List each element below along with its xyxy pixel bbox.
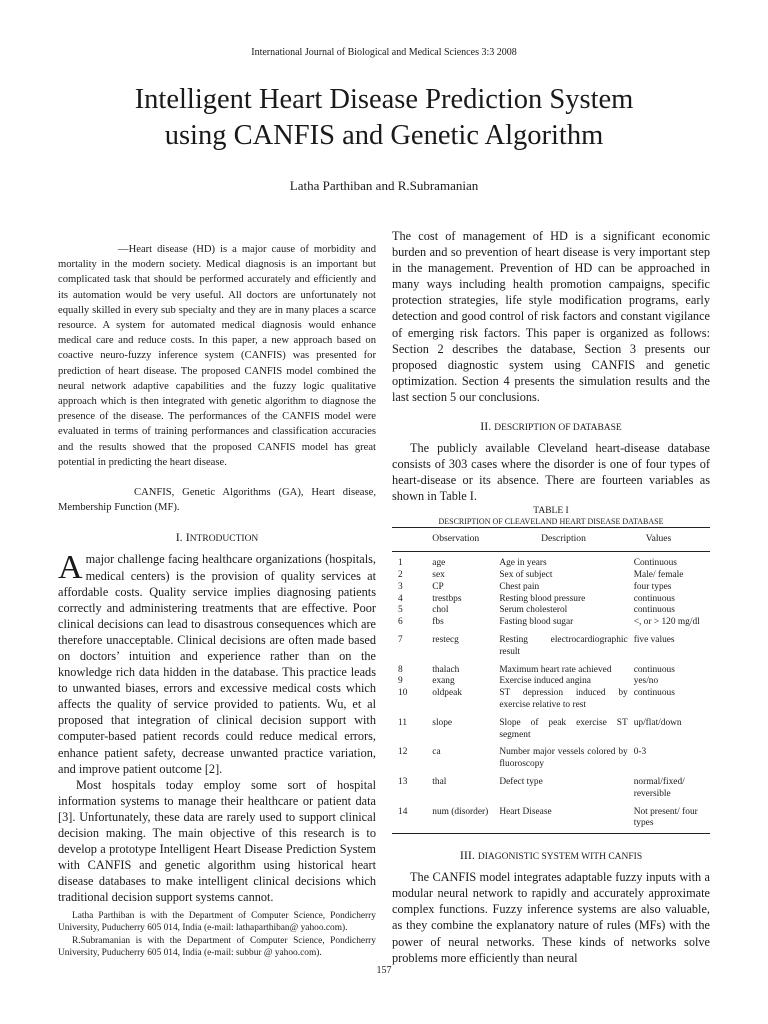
table-row: 4 trestbps Resting blood pressure continuous (398, 593, 675, 604)
table-row: 10 oldpeak ST depression induced by exercise relative to rest continuous (398, 688, 675, 710)
abstract (58, 242, 376, 470)
data-table (392, 527, 710, 834)
table-subcaption: DESCRIPTION OF CLEAVELAND HEART DISEASE DATABASE (438, 517, 664, 527)
section-3-heading (392, 848, 710, 863)
section-3-title: DIAGONISTIC SYSTEM WITH CANFIS (477, 852, 643, 863)
right-column (392, 228, 710, 966)
keywords-text: CANFIS, Genetic Algorithms (GA), Heart disease, Membership Function (MF). (58, 487, 376, 514)
authors: Latha Parthiban and R.Subramanian (289, 178, 479, 193)
table-row: 2 sex Sex of subject Male/ female (398, 570, 684, 580)
table-row: 14 num (disorder) Heart Disease Not present/ four types (392, 801, 710, 834)
page-number: 157 (376, 965, 392, 976)
footnote (58, 910, 376, 959)
section-3-numeral: III. (459, 848, 475, 863)
title-line-2: using CANFIS and Genetic Algorithm (164, 120, 604, 151)
table-row: 13 thal Defect type normal/fixed/ reversible (398, 776, 685, 799)
section-2-numeral: II. (480, 419, 492, 434)
section-2-heading (392, 419, 710, 434)
table-header-observation: Observation (432, 528, 499, 552)
keywords (58, 485, 376, 515)
table-row: 1 age Age in years Continuous (398, 558, 677, 569)
section-2-title: DESCRIPTION OF DATABASE (494, 423, 622, 434)
table-header-description: Description (499, 528, 633, 552)
table-header-values: Values (634, 528, 710, 552)
table-row: 6 fbs Fasting blood sugar <, or > 120 mg/dl (398, 617, 700, 628)
journal-header: International Journal of Biological and Medical Sciences 3:3 2008 (251, 47, 517, 58)
left-column (58, 228, 376, 906)
footnote-author-2: R.Subramanian is with the Department of Computer Science, Pondicherry University, Puducherry 605 014, India (e-mail: subbur @ yahoo.com). (58, 935, 376, 958)
footnote-author-1: Latha Parthiban is with the Department of Computer Science, Pondicherry University, Puducherry 605 014, India (e-mail: lathaparthiban@ yahoo.com). (58, 911, 376, 934)
section-1-heading (58, 530, 376, 545)
paper-title (0, 82, 768, 154)
title-line-1: Intelligent Heart Disease Prediction System (134, 84, 634, 115)
table-row: 3 CP Chest pain four types (398, 581, 672, 592)
table-caption: TABLE I (533, 506, 569, 517)
intro-paragraph-1-text: major challenge facing healthcare organizations (hospitals, medical centers) is the provision of quality services at affordable costs. Quality service implies diagnosing patients correctly and administering treatments that are effective. Poor clinical decisions can lead to disastrous consequences which are therefore unacceptable. Clinical decisions are often made based on doctors’ intuition and experience rather than on the knowledge rich data hidden in the database. This practice leads to unwanted biases, errors and excessive medical costs which affects the quality of service provided to patients. Wu, et al proposed that integration of clinical decision support with computer-based patient records could reduce medical errors, enhance patient safety, decrease unwanted practice variation, and improve patient outcome [2]. (58, 552, 376, 776)
table-row: 7 restecg Resting electrocardiographic result five values (398, 634, 675, 657)
table-row: 5 chol Serum cholesterol continuous (398, 605, 675, 616)
section-1-numeral: I. (175, 530, 183, 545)
section-1-first-letter: I (185, 530, 190, 545)
table-row: 8 thalach Maximum heart rate achieved continuous (398, 664, 675, 675)
intro-paragraph-1 (58, 551, 376, 776)
section-2-paragraph: The publicly available Cleveland heart-disease database consists of 303 cases where the disorder is one of four types of heart-disease or its absence. There are fourteen variables as shown in Table I. (392, 441, 710, 504)
table-row: 12 ca Number major vessels colored by fluoroscopy 0-3 (398, 747, 647, 770)
intro-continued-paragraph: The cost of management of HD is a significant economic burden and so prevention of heart disease is very important step in the management. Prevention of HD can be approached in many ways including health promotion campaigns, specific protection strategies, life style modification programs, early detection and good control of risk factors and constant vigilance of emerging risk factors. This paper is organized as follows: Section 2 describes the database, Section 3 presents our proposed diagnostic system using CANFIS and genetic optimization. Section 4 presents the simulation results and the last section 5 our conclusions. (392, 229, 710, 404)
section-1-rest: NTRODUCTION (189, 534, 259, 545)
intro-paragraph-2: Most hospitals today employ some sort of hospital information systems to manage their healthcare or patient data [3]. Unfortunately, these data are rarely used to support clinical decision making. The main objective of this research is to develop a prototype Intelligent Heart Disease Prediction System with CANFIS and genetic algorithm using historical heart disease databases to make intelligent clinical decisions which traditional decision support systems cannot. (58, 777, 376, 905)
abstract-text: —Heart disease (HD) is a major cause of morbidity and mortality in the modern society. Medical diagnosis is an important but complicated task that should be performed accurately and efficiently and its automation would be very useful. All doctors are unfortunately not equally skilled in every sub specialty and they are in many places a scarce resource. A system for automated medical diagnosis would enhance medical care and reduce costs. In this paper, a new approach based on coactive neuro-fuzzy inference system (CANFIS) was presented for prediction of heart disease. The proposed CANFIS model combined the neural network adaptive capabilities and the fuzzy logic qualitative approach which is then integrated with genetic algorithm to diagnose the presence of the disease. The performances of the CANFIS model were evaluated in terms of training performances and classification accuracies and the results showed that the proposed CANFIS model has great potential in predicting the heart disease. (58, 244, 376, 468)
section-3-paragraph: The CANFIS model integrates adaptable fuzzy inputs with a modular neural network to rapidly and accurately approximate complex functions. Fuzzy inference systems are also valuable, as they combine the explanatory nature of rules (MFs) with the power of neural networks. These kinds of networks solve problems more efficiently than neural (392, 870, 710, 965)
table-row: 11 slope Slope of peak exercise ST segment up/flat/down (398, 717, 682, 740)
table-header-row (392, 528, 710, 552)
table-row: 9 exang Exercise induced angina yes/no (398, 676, 659, 687)
drop-cap: A (58, 549, 83, 587)
